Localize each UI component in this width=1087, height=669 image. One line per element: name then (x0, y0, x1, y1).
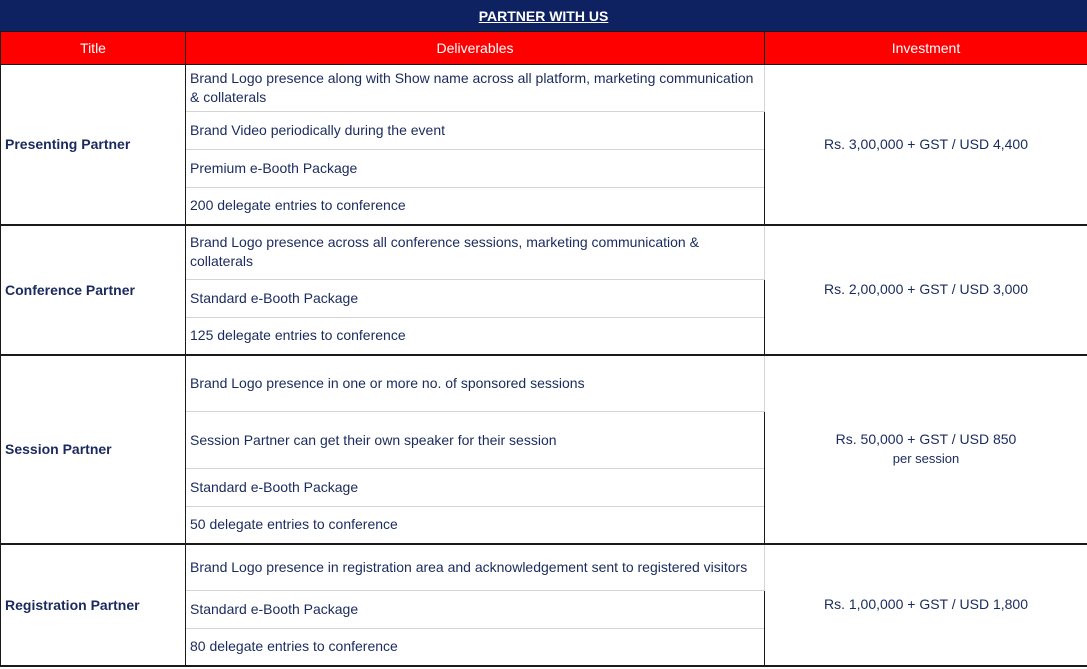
deliverable-cell: 80 delegate entries to conference (186, 629, 765, 666)
deliverable-cell: Standard e-Booth Package (186, 591, 765, 629)
deliverable-cell: Standard e-Booth Package (186, 469, 765, 507)
investment-amount: Rs. 3,00,000 + GST / USD 4,400 (823, 135, 1029, 152)
partner-table (0, 31, 1087, 667)
deliverable-cell: 50 delegate entries to conference (186, 507, 765, 544)
header-row (1, 32, 1087, 65)
deliverable-cell: 200 delegate entries to conference (186, 188, 765, 225)
deliverable-cell: Brand Logo presence in one or more no. of sponsored sessions (186, 355, 765, 412)
table-row (1, 225, 1087, 280)
deliverable-cell: Brand Logo presence along with Show name across all platform, marketing communication & collaterals (186, 65, 765, 112)
column-header-investment: Investment (765, 32, 1087, 65)
column-header-title: Title (1, 32, 186, 65)
table-row (1, 544, 1087, 591)
deliverable-cell: Standard e-Booth Package (186, 280, 765, 318)
investment-amount: Rs. 50,000 + GST / USD 850 (835, 431, 1017, 447)
table-row (1, 65, 1087, 112)
deliverable-cell: 125 delegate entries to conference (186, 318, 765, 355)
deliverable-cell: Brand Video periodically during the event (186, 112, 765, 150)
investment-amount: Rs. 2,00,000 + GST / USD 3,000 (823, 281, 1029, 297)
column-header-deliverables: Deliverables (186, 32, 765, 65)
partner-title: Registration Partner (1, 544, 186, 666)
deliverable-cell: Brand Logo presence in registration area and acknowledgement sent to registered visitors (186, 544, 765, 591)
investment-cell (765, 544, 1087, 666)
investment-note: per session (892, 451, 960, 466)
partner-title: Conference Partner (1, 225, 186, 355)
deliverable-cell: Session Partner can get their own speaker for their session (186, 412, 765, 469)
partner-title: Presenting Partner (1, 65, 186, 225)
investment-cell (765, 65, 1087, 225)
table-row (1, 355, 1087, 412)
page-title: PARTNER WITH US (0, 0, 1087, 31)
deliverable-cell: Premium e-Booth Package (186, 150, 765, 188)
investment-cell (765, 225, 1087, 355)
investment-cell (765, 355, 1087, 544)
partner-title: Session Partner (1, 355, 186, 544)
investment-amount: Rs. 1,00,000 + GST / USD 1,800 (823, 596, 1029, 612)
deliverable-cell: Brand Logo presence across all conference sessions, marketing communication & collaterals (186, 225, 765, 280)
